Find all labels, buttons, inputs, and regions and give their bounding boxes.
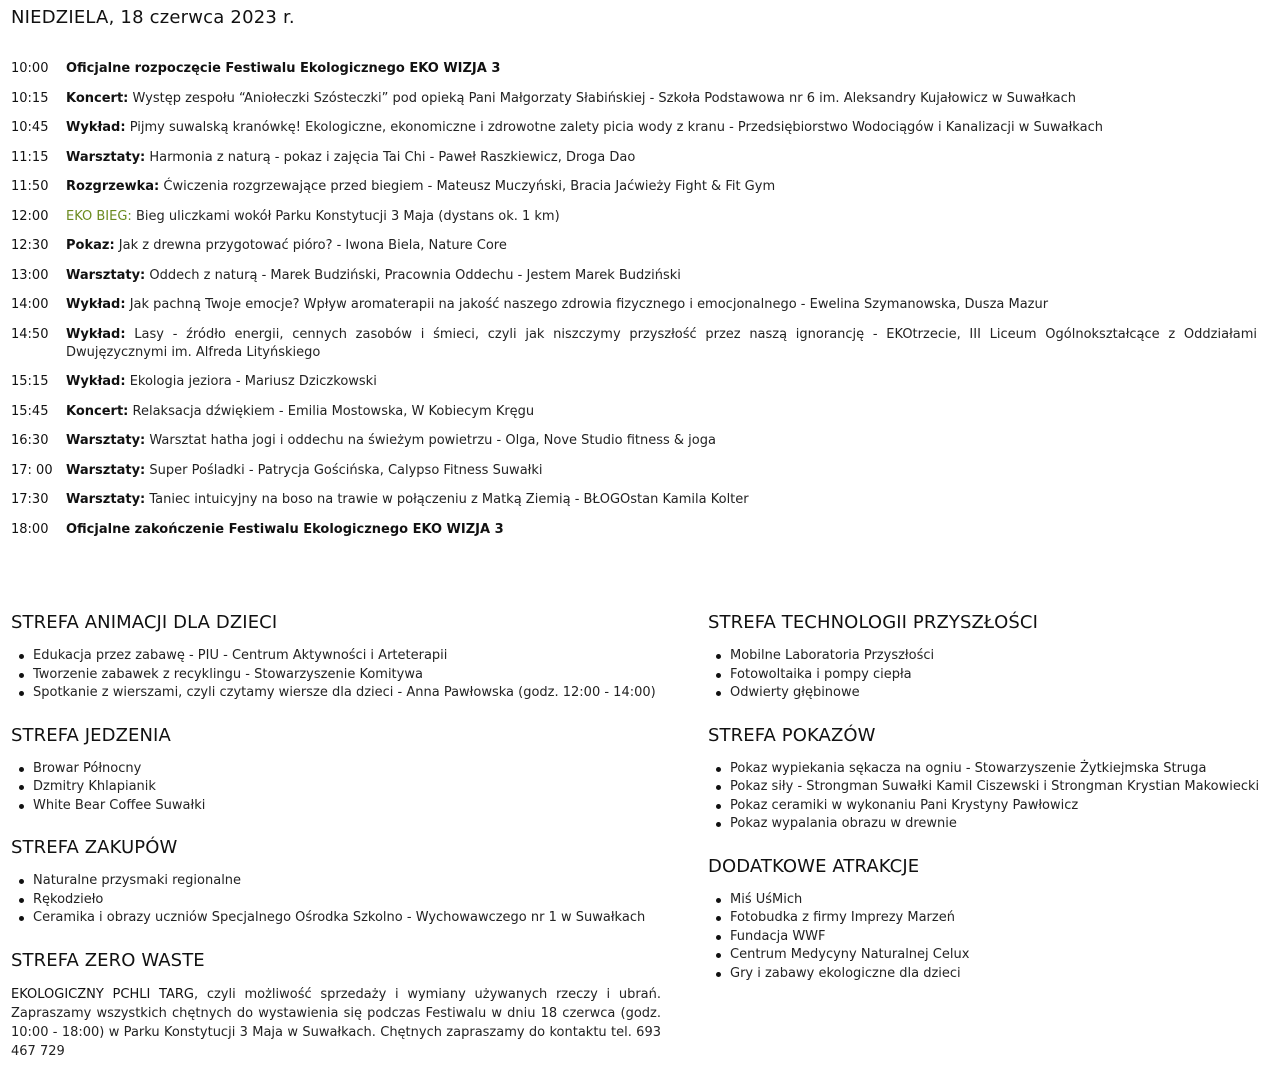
zone-list: [708, 891, 1261, 984]
zone-list-item: Pokaz wypalania obrazu w drewnie: [730, 815, 1261, 834]
zone-title: STREFA ZERO WASTE: [11, 949, 205, 971]
zone-title: DODATKOWE ATRAKCJE: [708, 855, 920, 877]
schedule-category: Wykład:: [66, 120, 126, 135]
schedule-time: 15:15: [11, 374, 49, 389]
schedule-text: Występ zespołu “Aniołeczki Szósteczki” pod opieką Pani Małgorzaty Słabińskiej - Szkoła Podstawowa nr 6 im. Aleksandry Kujałowicz w Suwałkach: [132, 90, 1077, 106]
schedule-text: Relaksacja dźwiękiem - Emilia Mostowska, W Kobiecym Kręgu: [132, 403, 535, 419]
schedule-text: Pijmy suwalską kranówkę! Ekologiczne, ekonomiczne i zdrowotne zalety picia wody z kranu - Przedsiębiorstwo Wodociągów i Kanalizacji w Suwałkach: [129, 120, 1103, 135]
schedule-description: [66, 267, 1257, 285]
schedule-text: Ekologia jeziora - Mariusz Dziczkowski: [129, 374, 377, 389]
zone-list-item: Naturalne przysmaki regionalne: [33, 872, 661, 891]
zone-extra: [708, 856, 1261, 984]
schedule-time: 10:45: [11, 120, 49, 135]
zone-shows: [708, 725, 1261, 834]
zone-kids: [11, 612, 661, 703]
schedule-row: [11, 373, 1257, 391]
schedule-row: [11, 208, 1257, 226]
schedule-description: [66, 491, 1257, 509]
right-column: [708, 612, 1261, 1005]
schedule-time: 11:15: [11, 149, 49, 165]
schedule-description: [66, 60, 1257, 78]
schedule-description: [66, 178, 1257, 196]
zero-waste-text: , czyli możliwość sprzedaży i wymiany używanych rzeczy i ubrań. Zapraszamy wszystkich chętnych do wystawienia się podczas Festiwalu w dniu 18 czerwca (godz. 10:00 - 18:00) w Parku Konstytucji 3 Maja w Suwałkach. Chętnych zapraszamy do kontaktu tel. 693 467 729: [11, 986, 662, 1059]
schedule-category: Warsztaty:: [66, 267, 146, 283]
schedule-text: Oficjalne rozpoczęcie Festiwalu Ekologicznego EKO WIZJA 3: [66, 61, 501, 76]
schedule-category: Koncert:: [66, 403, 129, 419]
schedule-time: 14:00: [11, 297, 49, 312]
zone-title: STREFA ANIMACJI DLA DZIECI: [11, 612, 278, 633]
schedule-category: Rozgrzewka:: [66, 179, 160, 194]
schedule-text: Ćwiczenia rozgrzewające przed biegiem - Mateusz Muczyński, Bracia Jaćwieży Fight & Fit Gym: [163, 179, 776, 194]
schedule-text: Oficjalne zakończenie Festiwalu Ekologicznego EKO WIZJA 3: [66, 521, 504, 537]
schedule-row: [11, 149, 1257, 167]
zone-list-item: Miś UśMich: [730, 891, 1261, 910]
schedule-description: [66, 432, 1257, 450]
zone-shopping: [11, 837, 661, 928]
zone-list-item: Fotobudka z firmy Imprezy Marzeń: [730, 909, 1261, 928]
schedule-text: Warsztat hatha jogi i oddechu na świeżym powietrzu - Olga, Nove Studio fitness & joga: [149, 433, 716, 448]
schedule-row: [11, 296, 1257, 314]
schedule-description: [66, 326, 1257, 362]
zone-list-item: Pokaz siły - Strongman Suwałki Kamil Ciszewski i Strongman Krystian Makowiecki: [730, 778, 1261, 797]
zone-list-item: Fundacja WWF: [730, 928, 1261, 947]
schedule-text: Taniec intuicyjny na boso na trawie w połączeniu z Matką Ziemią - BŁOGOstan Kamila Kolter: [149, 492, 749, 507]
schedule-category: Warsztaty:: [66, 149, 146, 165]
schedule-description: [66, 403, 1257, 421]
schedule-category: Koncert:: [66, 90, 129, 106]
zone-list-item: Fotowoltaika i pompy ciepła: [730, 666, 1261, 685]
zone-list-item: White Bear Coffee Suwałki: [33, 797, 661, 816]
schedule-row: [11, 521, 1257, 539]
zone-list-item: Gry i zabawy ekologiczne dla dzieci: [730, 965, 1261, 984]
schedule-description: [66, 521, 1257, 539]
zone-list-item: Ceramika i obrazy uczniów Specjalnego Ośrodka Szkolno - Wychowawczego nr 1 w Suwałkach: [33, 909, 661, 928]
schedule-text: Bieg uliczkami wokół Parku Konstytucji 3 Maja (dystans ok. 1 km): [135, 208, 560, 224]
schedule-category: Wykład:: [66, 326, 126, 342]
zone-title: STREFA TECHNOLOGII PRZYSZŁOŚCI: [708, 612, 1039, 633]
schedule-category: Wykład:: [66, 374, 126, 389]
schedule-text: Jak z drewna przygotować pióro? - Iwona Biela, Nature Core: [118, 238, 507, 253]
schedule-row: [11, 491, 1257, 509]
zone-list: [11, 760, 661, 816]
schedule-time: 12:30: [11, 238, 49, 253]
schedule-description: [66, 208, 1257, 226]
schedule-row: [11, 267, 1257, 285]
schedule-row: [11, 326, 1257, 362]
schedule-category: Warsztaty:: [66, 492, 146, 507]
schedule-text: Lasy - źródło energii, cennych zasobów i śmieci, czyli jak niszczymy przyszłość przez naszą ignorancję - EKOtrzecie, III Liceum Ogólnokształcące z Oddziałami Dwujęzycznymi im. Alfreda Lityńskiego: [66, 326, 1258, 360]
zone-list: [708, 760, 1261, 834]
zone-list: [11, 872, 661, 928]
schedule-description: [66, 237, 1257, 255]
schedule-time: 10:15: [11, 90, 49, 106]
schedule-description: [66, 119, 1257, 137]
schedule-text: Harmonia z naturą - pokaz i zajęcia Tai Chi - Paweł Raszkiewicz, Droga Dao: [149, 149, 636, 165]
schedule-category: EKO BIEG:: [66, 208, 132, 224]
schedule-time: 12:00: [11, 208, 49, 224]
schedule-time: 10:00: [11, 61, 49, 76]
schedule-time: 11:50: [11, 179, 49, 194]
schedule-time: 17: 00: [11, 462, 53, 478]
schedule-row: [11, 119, 1257, 137]
day-title: NIEDZIELA, 18 czerwca 2023 r.: [11, 7, 295, 28]
zone-list-item: Browar Północny: [33, 760, 661, 779]
zone-list-item: Edukacja przez zabawę - PIU - Centrum Aktywności i Arteterapii: [33, 647, 661, 666]
schedule-category: Warsztaty:: [66, 462, 146, 478]
zone-title: STREFA JEDZENIA: [11, 724, 171, 746]
left-column: [11, 612, 661, 1061]
schedule-time: 15:45: [11, 403, 49, 419]
schedule-row: [11, 403, 1257, 421]
zone-title: STREFA POKAZÓW: [708, 724, 876, 746]
schedule-time: 17:30: [11, 492, 49, 507]
zone-zero-waste: [11, 950, 661, 1061]
schedule-description: [66, 373, 1257, 391]
schedule-text: Jak pachną Twoje emocje? Wpływ aromaterapii na jakość naszego zdrowia fizycznego i emocjonalnego - Ewelina Szymanowska, Dusza Mazur: [129, 297, 1049, 312]
schedule-list: [11, 60, 1257, 550]
schedule-text: Super Pośladki - Patrycja Gościńska, Calypso Fitness Suwałki: [149, 462, 543, 478]
zero-waste-lead: EKOLOGICZNY PCHLI TARG: [11, 986, 194, 1002]
schedule-category: Pokaz:: [66, 238, 115, 253]
zone-list-item: Pokaz wypiekania sękacza na ogniu - Stowarzyszenie Żytkiejmska Struga: [730, 760, 1261, 779]
schedule-description: [66, 462, 1257, 480]
zone-list-item: Dzmitry Khlapianik: [33, 778, 661, 797]
schedule-row: [11, 432, 1257, 450]
zone-food: [11, 725, 661, 816]
schedule-time: 13:00: [11, 267, 49, 283]
zone-tech: [708, 612, 1261, 703]
zero-waste-description: [11, 985, 661, 1061]
schedule-text: Oddech z naturą - Marek Budziński, Pracownia Oddechu - Jestem Marek Budziński: [149, 267, 681, 283]
schedule-row: [11, 90, 1257, 108]
schedule-time: 18:00: [11, 521, 49, 537]
schedule-time: 14:50: [11, 326, 49, 342]
schedule-category: Wykład:: [66, 297, 126, 312]
zone-list-item: Rękodzieło: [33, 891, 661, 910]
schedule-description: [66, 296, 1257, 314]
schedule-row: [11, 237, 1257, 255]
zone-list: [11, 647, 661, 703]
zone-list-item: Odwierty głębinowe: [730, 684, 1261, 703]
zone-list: [708, 647, 1261, 703]
schedule-row: [11, 178, 1257, 196]
schedule-category: Warsztaty:: [66, 433, 146, 448]
zone-list-item: Pokaz ceramiki w wykonaniu Pani Krystyny Pawłowicz: [730, 797, 1261, 816]
zone-title: STREFA ZAKUPÓW: [11, 837, 178, 858]
zone-list-item: Tworzenie zabawek z recyklingu - Stowarzyszenie Komitywa: [33, 666, 661, 685]
zone-list-item: Centrum Medycyny Naturalnej Celux: [730, 946, 1261, 965]
schedule-description: [66, 149, 1257, 167]
zone-list-item: Mobilne Laboratoria Przyszłości: [730, 647, 1261, 666]
schedule-row: [11, 60, 1257, 78]
schedule-description: [66, 90, 1257, 108]
schedule-row: [11, 462, 1257, 480]
schedule-time: 16:30: [11, 433, 49, 448]
zone-list-item: Spotkanie z wierszami, czyli czytamy wiersze dla dzieci - Anna Pawłowska (godz. 12:00 - 14:00): [33, 684, 661, 703]
